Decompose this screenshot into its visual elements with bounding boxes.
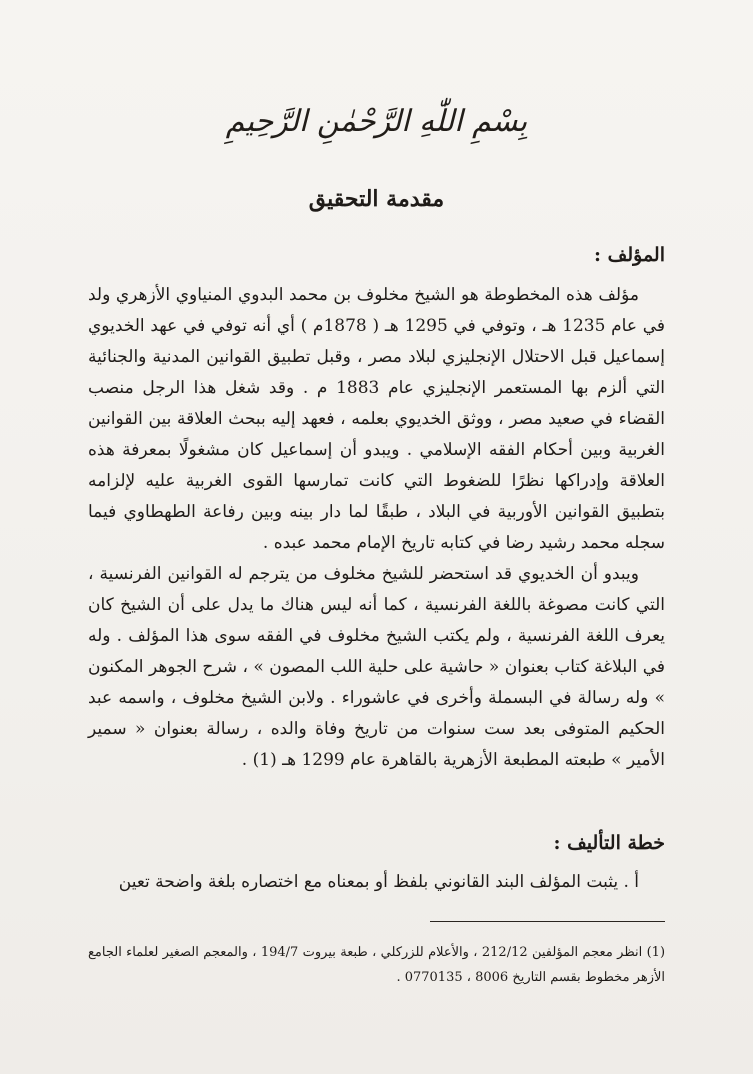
- author-paragraph-2: ويبدو أن الخديوي قد استحضر للشيخ مخلوف من يترجم له القوانين الفرنسية ، التي كانت مصوغة باللغة الفرنسية ، كما أنه ليس هناك ما يدل على أن الشيخ كان يعرف اللغة الفرنسية ، ولم يكتب الشيخ مخلوف في الفقه سوى هذا المؤلف . وله في البلاغة كتاب بعنوان « حاشية على حلية اللب المصون » ، شرح الجوهر المكنون » وله رسالة في البسملة وأخرى في عاشوراء . ولابن الشيخ مخلوف ، واسمه عبد الحكيم المتوفى بعد ست سنوات من تاريخ وفاة والده ، رسالة بعنوان « سمير الأمير » طبعته المطبعة الأزهرية بالقاهرة عام 1299 هـ (1) .: [88, 564, 665, 770]
- author-paragraph-1: مؤلف هذه المخطوطة هو الشيخ مخلوف بن محمد البدوي المنياوي الأزهري ولد في عام 1235 هـ ، وتوفي في 1295 هـ ( 1878م ) أي أنه توفي في عهد الخديوي إسماعيل قبل الاحتلال الإنجليزي لبلاد مصر ، وقبل تطبيق القوانين المدنية والجنائية التي ألزم بها المستعمر الإنجليزي عام 1883 م . وقد شغل هذا الرجل منصب القضاء في صعيد مصر ، ووثق الخديوي بعلمه ، فعهد إليه ببحث العلاقة بين القوانين الغربية وبين أحكام الفقه الإسلامي . ويبدو أن إسماعيل كان مشغولًا بمعرفة هذه العلاقة وإدراكها نظرًا للضغوط التي كانت تمارسها القوى الغربية عليه لإلزامه بتطبيق القوانين الأوربية في البلاد ، طبقًا لما دار بينه وبين رفاعة الطهطاوي فيما سجله محمد رشيد رضا في كتابه تاريخ الإمام محمد عبده .: [88, 285, 665, 553]
- section-heading-author: المؤلف :: [594, 244, 665, 266]
- plan-section-body: [88, 867, 665, 898]
- footnote: (1) انظر معجم المؤلفين 212/12 ، والأعلام للزركلي ، طبعة بيروت 194/7 ، والمعجم الصغير لعلماء الجامع الأزهر مخطوط بقسم التاريخ 8006 ، 0770135 .: [88, 945, 666, 985]
- author-section-body: [88, 280, 665, 776]
- plan-paragraph-1: أ . يثبت المؤلف البند القانوني بلفظ أو بمعناه مع اختصاره بلغة واضحة تعين: [118, 872, 639, 892]
- basmala-calligraphy: بِسْمِ اللّٰهِ الرَّحْمٰنِ الرَّحِيمِ: [225, 104, 528, 139]
- section-heading-plan: خطة التأليف :: [553, 832, 665, 854]
- footnote-divider: [430, 921, 665, 922]
- page-title: مقدمة التحقيق: [308, 186, 445, 212]
